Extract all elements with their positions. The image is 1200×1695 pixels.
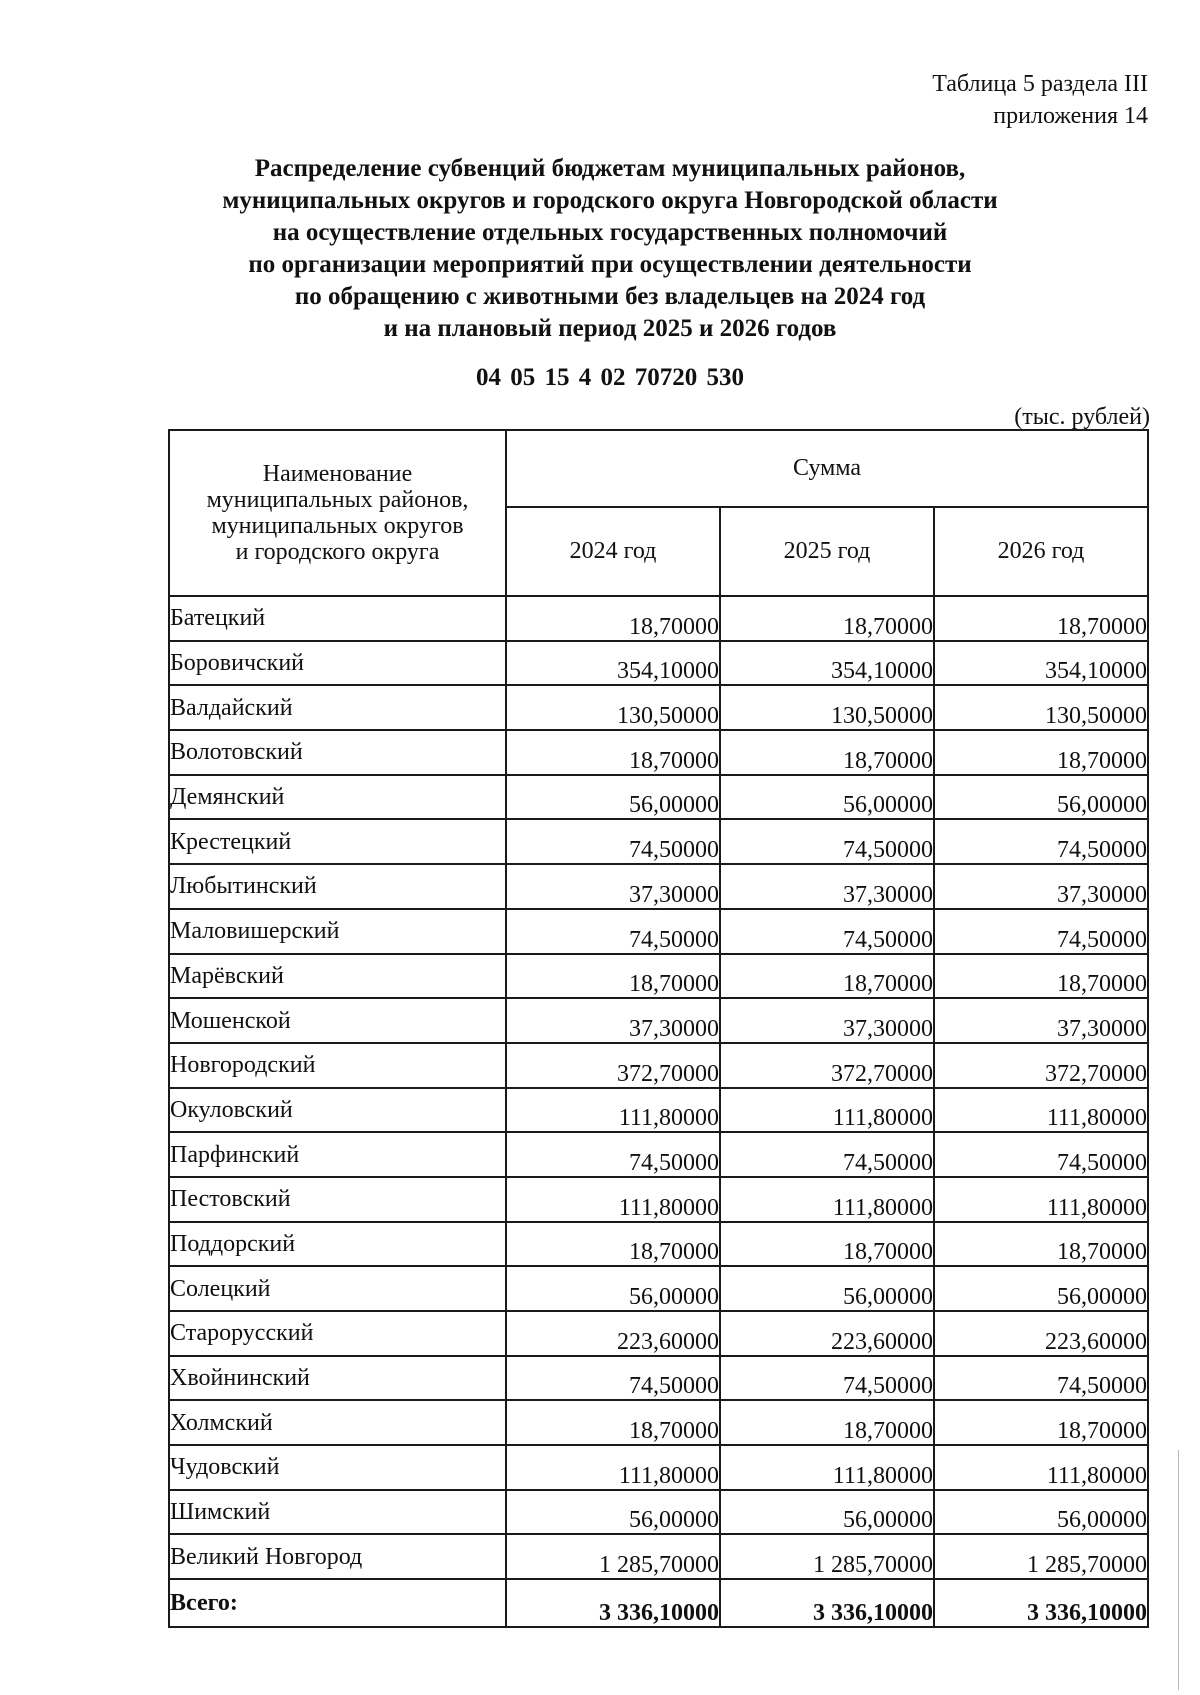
amount-2024-cell: 18,70000 [506,954,720,999]
table-row [169,685,1148,730]
amount-2026-cell: 18,70000 [934,596,1148,641]
amount-2025-cell: 18,70000 [720,596,934,641]
column-header-name [169,430,506,596]
amount-2024-cell: 74,50000 [506,909,720,954]
table-row [169,1043,1148,1088]
district-name-cell: Марёвский [169,954,506,999]
total-2025-cell: 3 336,10000 [720,1579,934,1627]
column-header-name-line: Наименование [262,461,413,487]
amount-2026-cell: 18,70000 [934,1222,1148,1267]
amount-2025-cell: 74,50000 [720,909,934,954]
table-row [169,1534,1148,1579]
table-row [169,641,1148,686]
table-body [169,430,1148,1627]
amount-2025-cell: 56,00000 [720,775,934,820]
district-name-cell: Валдайский [169,685,506,730]
amount-2025-cell: 111,80000 [720,1177,934,1222]
district-name-cell: Окуловский [169,1088,506,1133]
table-row [169,1177,1148,1222]
document-title [160,153,1060,345]
amount-2024-cell: 56,00000 [506,775,720,820]
district-name-cell: Поддорский [169,1222,506,1267]
amount-2024-cell: 18,70000 [506,1222,720,1267]
amount-2025-cell: 18,70000 [720,1222,934,1267]
table-row [169,954,1148,999]
amount-2026-cell: 74,50000 [934,909,1148,954]
district-name-cell: Маловишерский [169,909,506,954]
amount-2026-cell: 111,80000 [934,1088,1148,1133]
amount-2026-cell: 18,70000 [934,1400,1148,1445]
amount-2025-cell: 74,50000 [720,1132,934,1177]
district-name-cell: Старорусский [169,1311,506,1356]
amount-2026-cell: 56,00000 [934,775,1148,820]
title-line: Распределение субвенций бюджетам муниципальных районов, [254,155,966,182]
district-name-cell: Мошенской [169,998,506,1043]
total-label-cell: Всего: [169,1579,506,1627]
amount-2024-cell: 18,70000 [506,1400,720,1445]
table-reference-line-1: Таблица 5 раздела III [932,71,1148,97]
title-line: муниципальных округов и городского округа Новгородской области [222,187,998,214]
table-row [169,1088,1148,1133]
column-header-name-line: и городского округа [235,539,440,565]
amount-2025-cell: 354,10000 [720,641,934,686]
column-header-name-line: муниципальных районов, [206,487,469,513]
amount-2026-cell: 1 285,70000 [934,1534,1148,1579]
district-name-cell: Батецкий [169,596,506,641]
amount-2025-cell: 37,30000 [720,998,934,1043]
column-header-2026: 2026 год [934,507,1148,596]
district-name-cell: Шимский [169,1490,506,1535]
amount-2025-cell: 74,50000 [720,1356,934,1401]
table-row [169,1222,1148,1267]
amount-2025-cell: 18,70000 [720,954,934,999]
amount-2024-cell: 37,30000 [506,998,720,1043]
title-line: и на плановый период 2025 и 2026 годов [383,315,837,342]
district-name-cell: Боровичский [169,641,506,686]
amount-2024-cell: 223,60000 [506,1311,720,1356]
amount-2026-cell: 56,00000 [934,1490,1148,1535]
title-line: по организации мероприятий при осуществлении деятельности [248,251,972,278]
district-name-cell: Новгородский [169,1043,506,1088]
budget-classification-code: 04 05 15 4 02 70720 530 [476,364,744,391]
amount-2026-cell: 37,30000 [934,998,1148,1043]
column-header-sum: Сумма [506,430,1148,507]
subsidy-distribution-table [168,429,1149,1628]
amount-2024-cell: 74,50000 [506,819,720,864]
district-name-cell: Чудовский [169,1445,506,1490]
column-header-2024: 2024 год [506,507,720,596]
amount-2026-cell: 223,60000 [934,1311,1148,1356]
table-row [169,1132,1148,1177]
column-header-name-line: муниципальных округов [211,513,464,539]
amount-2024-cell: 18,70000 [506,730,720,775]
amount-2025-cell: 372,70000 [720,1043,934,1088]
scan-edge-line [1178,1450,1179,1690]
title-line: по обращению с животными без владельцев на 2024 год [294,283,926,310]
table-row [169,775,1148,820]
amount-2026-cell: 111,80000 [934,1177,1148,1222]
total-2026-cell: 3 336,10000 [934,1579,1148,1627]
table-row [169,819,1148,864]
amount-2024-cell: 56,00000 [506,1266,720,1311]
table-row [169,1356,1148,1401]
amount-2024-cell: 111,80000 [506,1088,720,1133]
table-row [169,998,1148,1043]
amount-2026-cell: 111,80000 [934,1445,1148,1490]
district-name-cell: Пестовский [169,1177,506,1222]
total-2024-cell: 3 336,10000 [506,1579,720,1627]
amount-2025-cell: 56,00000 [720,1490,934,1535]
district-name-cell: Любытинский [169,864,506,909]
district-name-cell: Великий Новгород [169,1534,506,1579]
amount-2026-cell: 354,10000 [934,641,1148,686]
amount-2025-cell: 74,50000 [720,819,934,864]
units-label: (тыс. рублей) [1014,404,1150,430]
column-header-2025: 2025 год [720,507,934,596]
district-name-cell: Волотовский [169,730,506,775]
amount-2024-cell: 130,50000 [506,685,720,730]
amount-2026-cell: 18,70000 [934,730,1148,775]
table-reference-line-2: приложения 14 [993,103,1148,129]
amount-2024-cell: 372,70000 [506,1043,720,1088]
table-reference [932,68,1148,132]
district-name-cell: Холмский [169,1400,506,1445]
table-row [169,596,1148,641]
table-row [169,730,1148,775]
amount-2025-cell: 111,80000 [720,1088,934,1133]
amount-2025-cell: 18,70000 [720,730,934,775]
amount-2024-cell: 111,80000 [506,1177,720,1222]
district-name-cell: Хвойнинский [169,1356,506,1401]
amount-2026-cell: 56,00000 [934,1266,1148,1311]
district-name-cell: Парфинский [169,1132,506,1177]
table-total-row [169,1579,1148,1627]
table-row [169,1490,1148,1535]
amount-2026-cell: 74,50000 [934,1132,1148,1177]
amount-2024-cell: 37,30000 [506,864,720,909]
amount-2025-cell: 37,30000 [720,864,934,909]
table-row [169,864,1148,909]
amount-2024-cell: 1 285,70000 [506,1534,720,1579]
title-line: на осуществление отдельных государственных полномочий [272,219,948,246]
amount-2026-cell: 130,50000 [934,685,1148,730]
amount-2024-cell: 111,80000 [506,1445,720,1490]
amount-2024-cell: 18,70000 [506,596,720,641]
amount-2026-cell: 74,50000 [934,819,1148,864]
amount-2025-cell: 223,60000 [720,1311,934,1356]
amount-2025-cell: 1 285,70000 [720,1534,934,1579]
table-row [169,1400,1148,1445]
district-name-cell: Крестецкий [169,819,506,864]
amount-2024-cell: 74,50000 [506,1356,720,1401]
district-name-cell: Солецкий [169,1266,506,1311]
amount-2024-cell: 354,10000 [506,641,720,686]
table-row [169,1266,1148,1311]
amount-2024-cell: 56,00000 [506,1490,720,1535]
table-row [169,909,1148,954]
amount-2026-cell: 37,30000 [934,864,1148,909]
amount-2025-cell: 111,80000 [720,1445,934,1490]
amount-2026-cell: 18,70000 [934,954,1148,999]
amount-2025-cell: 130,50000 [720,685,934,730]
amount-2025-cell: 56,00000 [720,1266,934,1311]
amount-2026-cell: 74,50000 [934,1356,1148,1401]
table-header-row [169,430,1148,507]
district-name-cell: Демянский [169,775,506,820]
table-row [169,1445,1148,1490]
amount-2026-cell: 372,70000 [934,1043,1148,1088]
amount-2024-cell: 74,50000 [506,1132,720,1177]
table-row [169,1311,1148,1356]
amount-2025-cell: 18,70000 [720,1400,934,1445]
